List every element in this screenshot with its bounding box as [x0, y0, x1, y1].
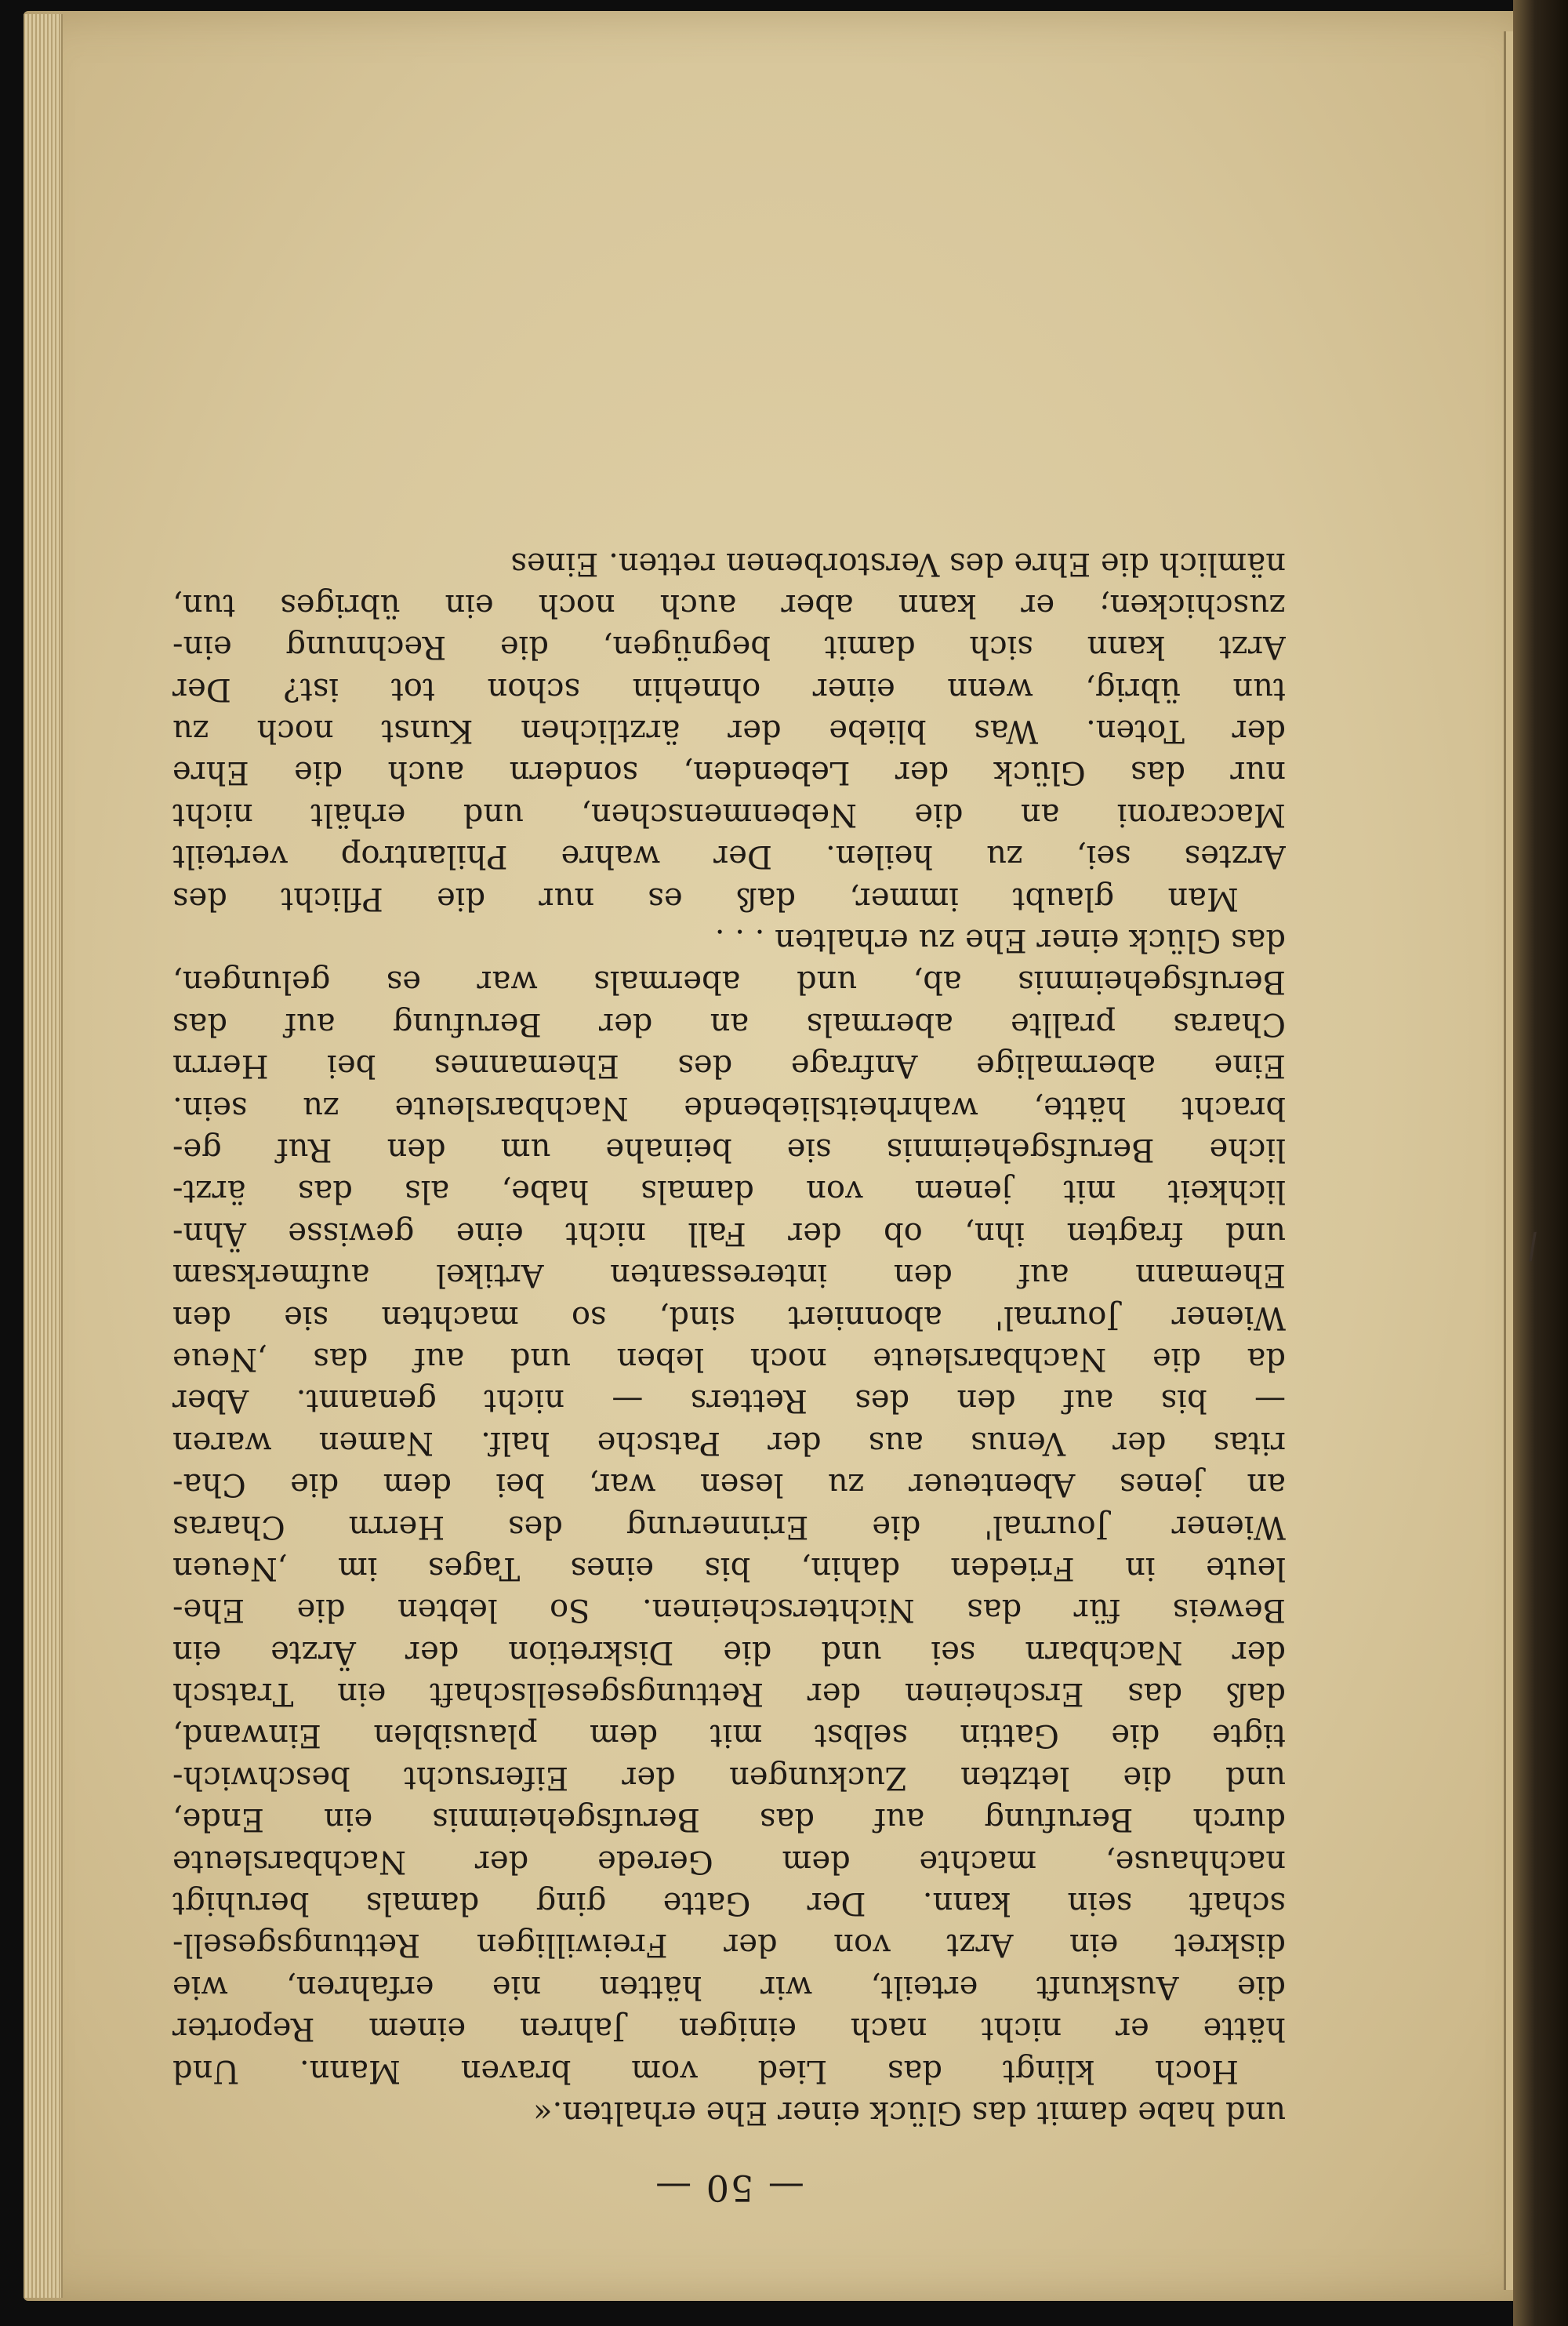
text-line: Arztes sei, zu heilen. Der wahre Philantrop verteilt — [172, 838, 1286, 875]
text-line: da die Nachbarsleute noch leben und auf das ‚Neue — [172, 1340, 1286, 1377]
text-line: nur das Glück der Lebenden, sondern auch die Ehre — [172, 754, 1286, 791]
text-line: Ehemann auf den interessanten Artikel aufmerksam — [172, 1257, 1286, 1294]
text-line: und die letzten Zuckungen der Eifersucht beschwich- — [172, 1759, 1286, 1796]
text-line: liche Berufsgeheimnis sie beinahe um den Ruf ge- — [172, 1132, 1286, 1168]
text-line: das Glück einer Ehe zu erhalten . . . — [714, 922, 1286, 959]
text-line: bracht hätte, wahrheitsliebende Nachbarsleute zu sein. — [172, 1089, 1286, 1126]
text-line: Man glaubt immer, daß es nur die Pflicht des — [172, 880, 1239, 917]
text-line: Berufsgeheimnis ab, und abermals war es gelungen, — [172, 964, 1286, 1001]
text-line: Charas prallte abermals an der Berufung auf das — [172, 1005, 1286, 1042]
book-spine — [1513, 0, 1568, 2326]
text-line: der Nachbarn sei und die Diskretion der Ärzte ein — [172, 1634, 1286, 1670]
text-line: nämlich die Ehre des Verstorbenen retten. Eines — [510, 545, 1286, 582]
text-line: durch Berufung auf das Berufsgeheimnis ein Ende, — [172, 1801, 1286, 1838]
margin-pencil-mark: / — [1524, 1226, 1541, 1267]
text-lines — [172, 542, 1286, 2133]
text-line: tigte die Gattin selbst mit dem plausiblen Einwand, — [172, 1717, 1286, 1754]
text-line: diskret ein Arzt von der Freiwilligen Rettungsgesell- — [172, 1927, 1286, 1964]
text-line: Wiener Journal' die Erinnerung des Herrn Charas — [172, 1508, 1286, 1545]
text-line: zuschicken; er kann aber auch noch ein übriges tun, — [172, 587, 1286, 623]
text-line: hätte er nicht nach einigen Jahren einem Reporter — [172, 2011, 1286, 2048]
text-line: leute in Frieden dahin, bis eines Tages im ‚Neuen — [172, 1550, 1286, 1586]
page-text-block — [172, 502, 1286, 2212]
text-line: nachhause, machte dem Gerede der Nachbarsleute — [172, 1843, 1286, 1880]
text-line: daß das Erscheinen der Rettungsgesellschaft ein Tratsch — [172, 1676, 1286, 1713]
text-line: Eine abermalige Anfrage des Ehemannes bei Herrn — [172, 1048, 1286, 1085]
text-line: Hoch klingt das Lied vom braven Mann. Und — [172, 2052, 1239, 2089]
text-line: die Auskunft erteilt, wir hätten nie erfahren, wie — [172, 1968, 1286, 2005]
text-line: und fragten ihn, ob der Fall nicht eine gewisse Ähn- — [172, 1215, 1286, 1252]
page-edges — [24, 14, 63, 2298]
text-line: schaft sein kann. Der Gatte ging damals beruhigt — [172, 1885, 1286, 1922]
text-line: Arzt kann sich damit begnügen, die Rechnung ein- — [172, 629, 1286, 666]
page-number: — 50 — — [654, 2167, 804, 2209]
text-line: tun übrig, wenn einer ohnehin schon tot ist? Der — [172, 671, 1286, 707]
text-line: und habe damit das Glück einer Ehe erhalten.« — [533, 2095, 1286, 2131]
text-line: an jenes Abenteuer zu lesen war, bei dem die Cha- — [172, 1466, 1286, 1503]
text-line: — bis auf den des Retters — nicht genannt. Aber — [172, 1383, 1286, 1419]
text-line: Maccaroni an die Nebenmenschen, und erhält nicht — [172, 796, 1286, 833]
text-line: lichkeit mit jenem von damals habe, als das ärzt- — [172, 1173, 1286, 1210]
text-line: ritas der Venus aus der Patsche half. Namen waren — [172, 1424, 1286, 1461]
text-line: Beweis für das Nichterscheinen. So lebten die Ehe- — [172, 1592, 1286, 1629]
text-line: der Toten. Was bliebe der ärztlichen Kunst noch zu — [172, 713, 1286, 750]
text-line: Wiener Journal' abonniert sind, so machten sie den — [172, 1299, 1286, 1336]
